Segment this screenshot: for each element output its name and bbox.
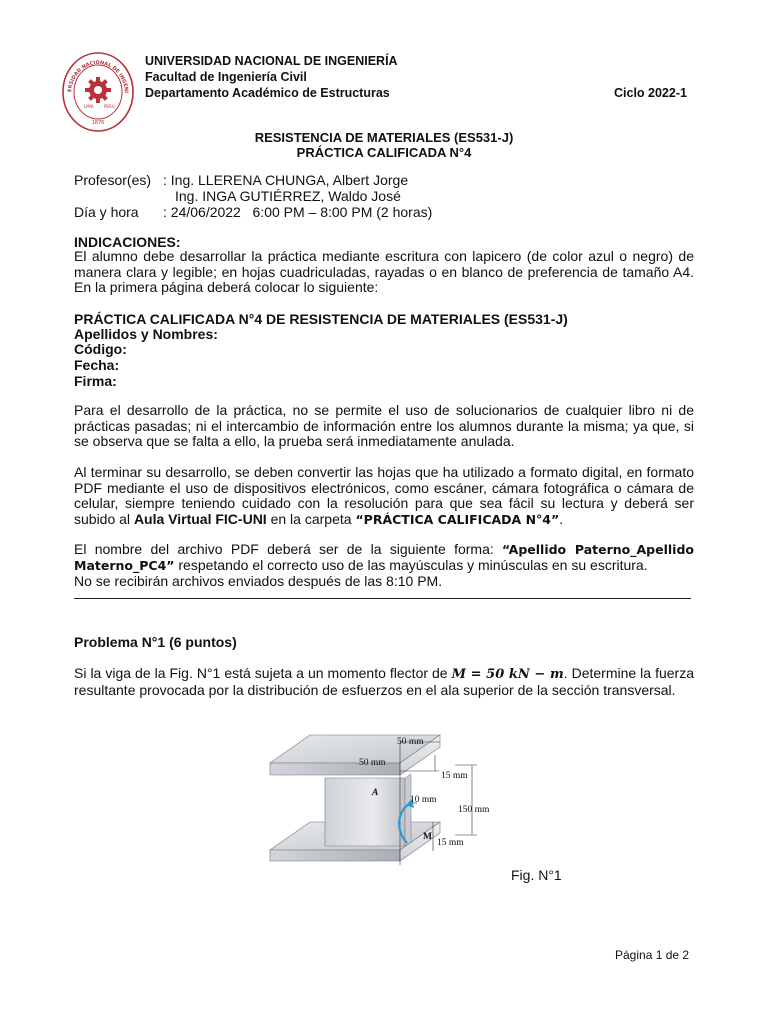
exam-title: PRÁCTICA CALIFICADA N°4 — [296, 145, 472, 160]
dim-height: 150 mm — [458, 805, 490, 815]
figure-caption: Fig. N°1 — [511, 867, 562, 883]
problem-text-2: . Determine la fuerza resultante provocada por la distribución de esfuerzos en el ala superior de la sección transversal. — [74, 665, 694, 698]
form-field-code: Código: — [74, 341, 127, 357]
submit-text-3: . — [559, 510, 564, 527]
seal-outer-text: ERSIDAD NACIONAL DE INGENI — [67, 59, 129, 94]
professor-label: Profesor(es) — [74, 172, 152, 188]
department-name: Departamento Académico de Estructuras — [145, 86, 390, 100]
dim-flange-width: 50 mm — [397, 737, 424, 747]
problem-title: Problema N°1 (6 puntos) — [74, 634, 237, 650]
filename-text-2: respetando el correcto uso de las mayúsculas y minúsculas en su escritura. — [174, 556, 648, 573]
university-seal — [60, 50, 136, 134]
dim-top-flange: 15 mm — [441, 771, 468, 781]
seal-year: 1876 — [91, 120, 105, 126]
professor-2: Ing. INGA GUTIÉRREZ, Waldo José — [175, 188, 401, 204]
form-field-signature: Firma: — [74, 373, 117, 389]
dim-half-width: 50 mm — [359, 758, 386, 768]
seal-country: PERÚ — [104, 104, 115, 109]
moment-formula: M = 50 kN − m — [451, 667, 564, 682]
filename-paragraph — [74, 542, 694, 573]
submit-text-2: en la carpeta — [266, 510, 356, 527]
problem-text-1: Si la viga de la Fig. N°1 está sujeta a un momento flector de — [74, 665, 452, 681]
submit-text-1: Al terminar su desarrollo, se deben convertir las hojas que ha utilizado a formato digital, en formato PDF mediante el uso de dispositivos electrónicos, como escáner, cámara fotográfica o cámara de celular, siempre teniendo cuidado con la resolución para que sea fácil su lectura y deberá ser subido al — [74, 464, 694, 527]
date-label: Día y hora — [74, 204, 139, 220]
dim-bottom-flange: 15 mm — [437, 838, 464, 848]
instructions-intro: El alumno debe desarrollar la práctica mediante escritura con lapicero (de color azul o negro) de manera clara y legible; en hojas cuadriculadas, rayadas o en blanco de preferencia de tamaño A4. En la primera página deberá colocar lo siguiente: — [74, 248, 694, 296]
point-a-label: A — [372, 788, 379, 798]
dim-web: 10 mm — [410, 795, 437, 805]
course-title: RESISTENCIA DE MATERIALES (ES531-J) — [254, 130, 514, 145]
rules-paragraph: Para el desarrollo de la práctica, no se permite el uso de solucionarios de cualquier libro ni de prácticas pasadas; ni el intercambio de información entre los alumnos durante la misma; ya que, si se observa que se falta a ello, la prueba será inmediatamente anulada. — [74, 402, 694, 450]
form-field-date: Fecha: — [74, 357, 120, 373]
separator-line — [74, 598, 691, 599]
instructions-heading: INDICACIONES: — [74, 234, 181, 250]
filename-text-1: El nombre del archivo PDF deberá ser de la siguiente forma: — [74, 541, 503, 557]
submit-paragraph — [74, 465, 694, 527]
filename-format: “Apellido Paterno_Apellido Materno_PC4” — [74, 542, 694, 573]
moment-label: M — [423, 832, 432, 842]
seal-city: LIMA — [84, 104, 94, 109]
deadline-text: No se recibirán archivos enviados después de las 8:10 PM. — [74, 573, 443, 589]
folder-name: “PRÁCTICA CALIFICADA N°4” — [355, 511, 560, 527]
university-name: UNIVERSIDAD NACIONAL DE INGENIERÍA — [145, 54, 398, 68]
aula-virtual-text: Aula Virtual FIC-UNI — [133, 510, 267, 527]
date-value: : 24/06/2022 6:00 PM – 8:00 PM (2 horas) — [163, 204, 433, 220]
form-field-names: Apellidos y Nombres: — [74, 326, 218, 342]
cycle-label: Ciclo 2022-1 — [614, 86, 687, 100]
page-number: Página 1 de 2 — [615, 948, 690, 962]
form-title: PRÁCTICA CALIFICADA N°4 DE RESISTENCIA DE MATERIALES (ES531-J) — [74, 311, 568, 327]
professor-1: : Ing. LLERENA CHUNGA, Albert Jorge — [163, 172, 409, 188]
faculty-name: Facultad de Ingeniería Civil — [145, 70, 307, 84]
problem-statement — [74, 666, 694, 698]
